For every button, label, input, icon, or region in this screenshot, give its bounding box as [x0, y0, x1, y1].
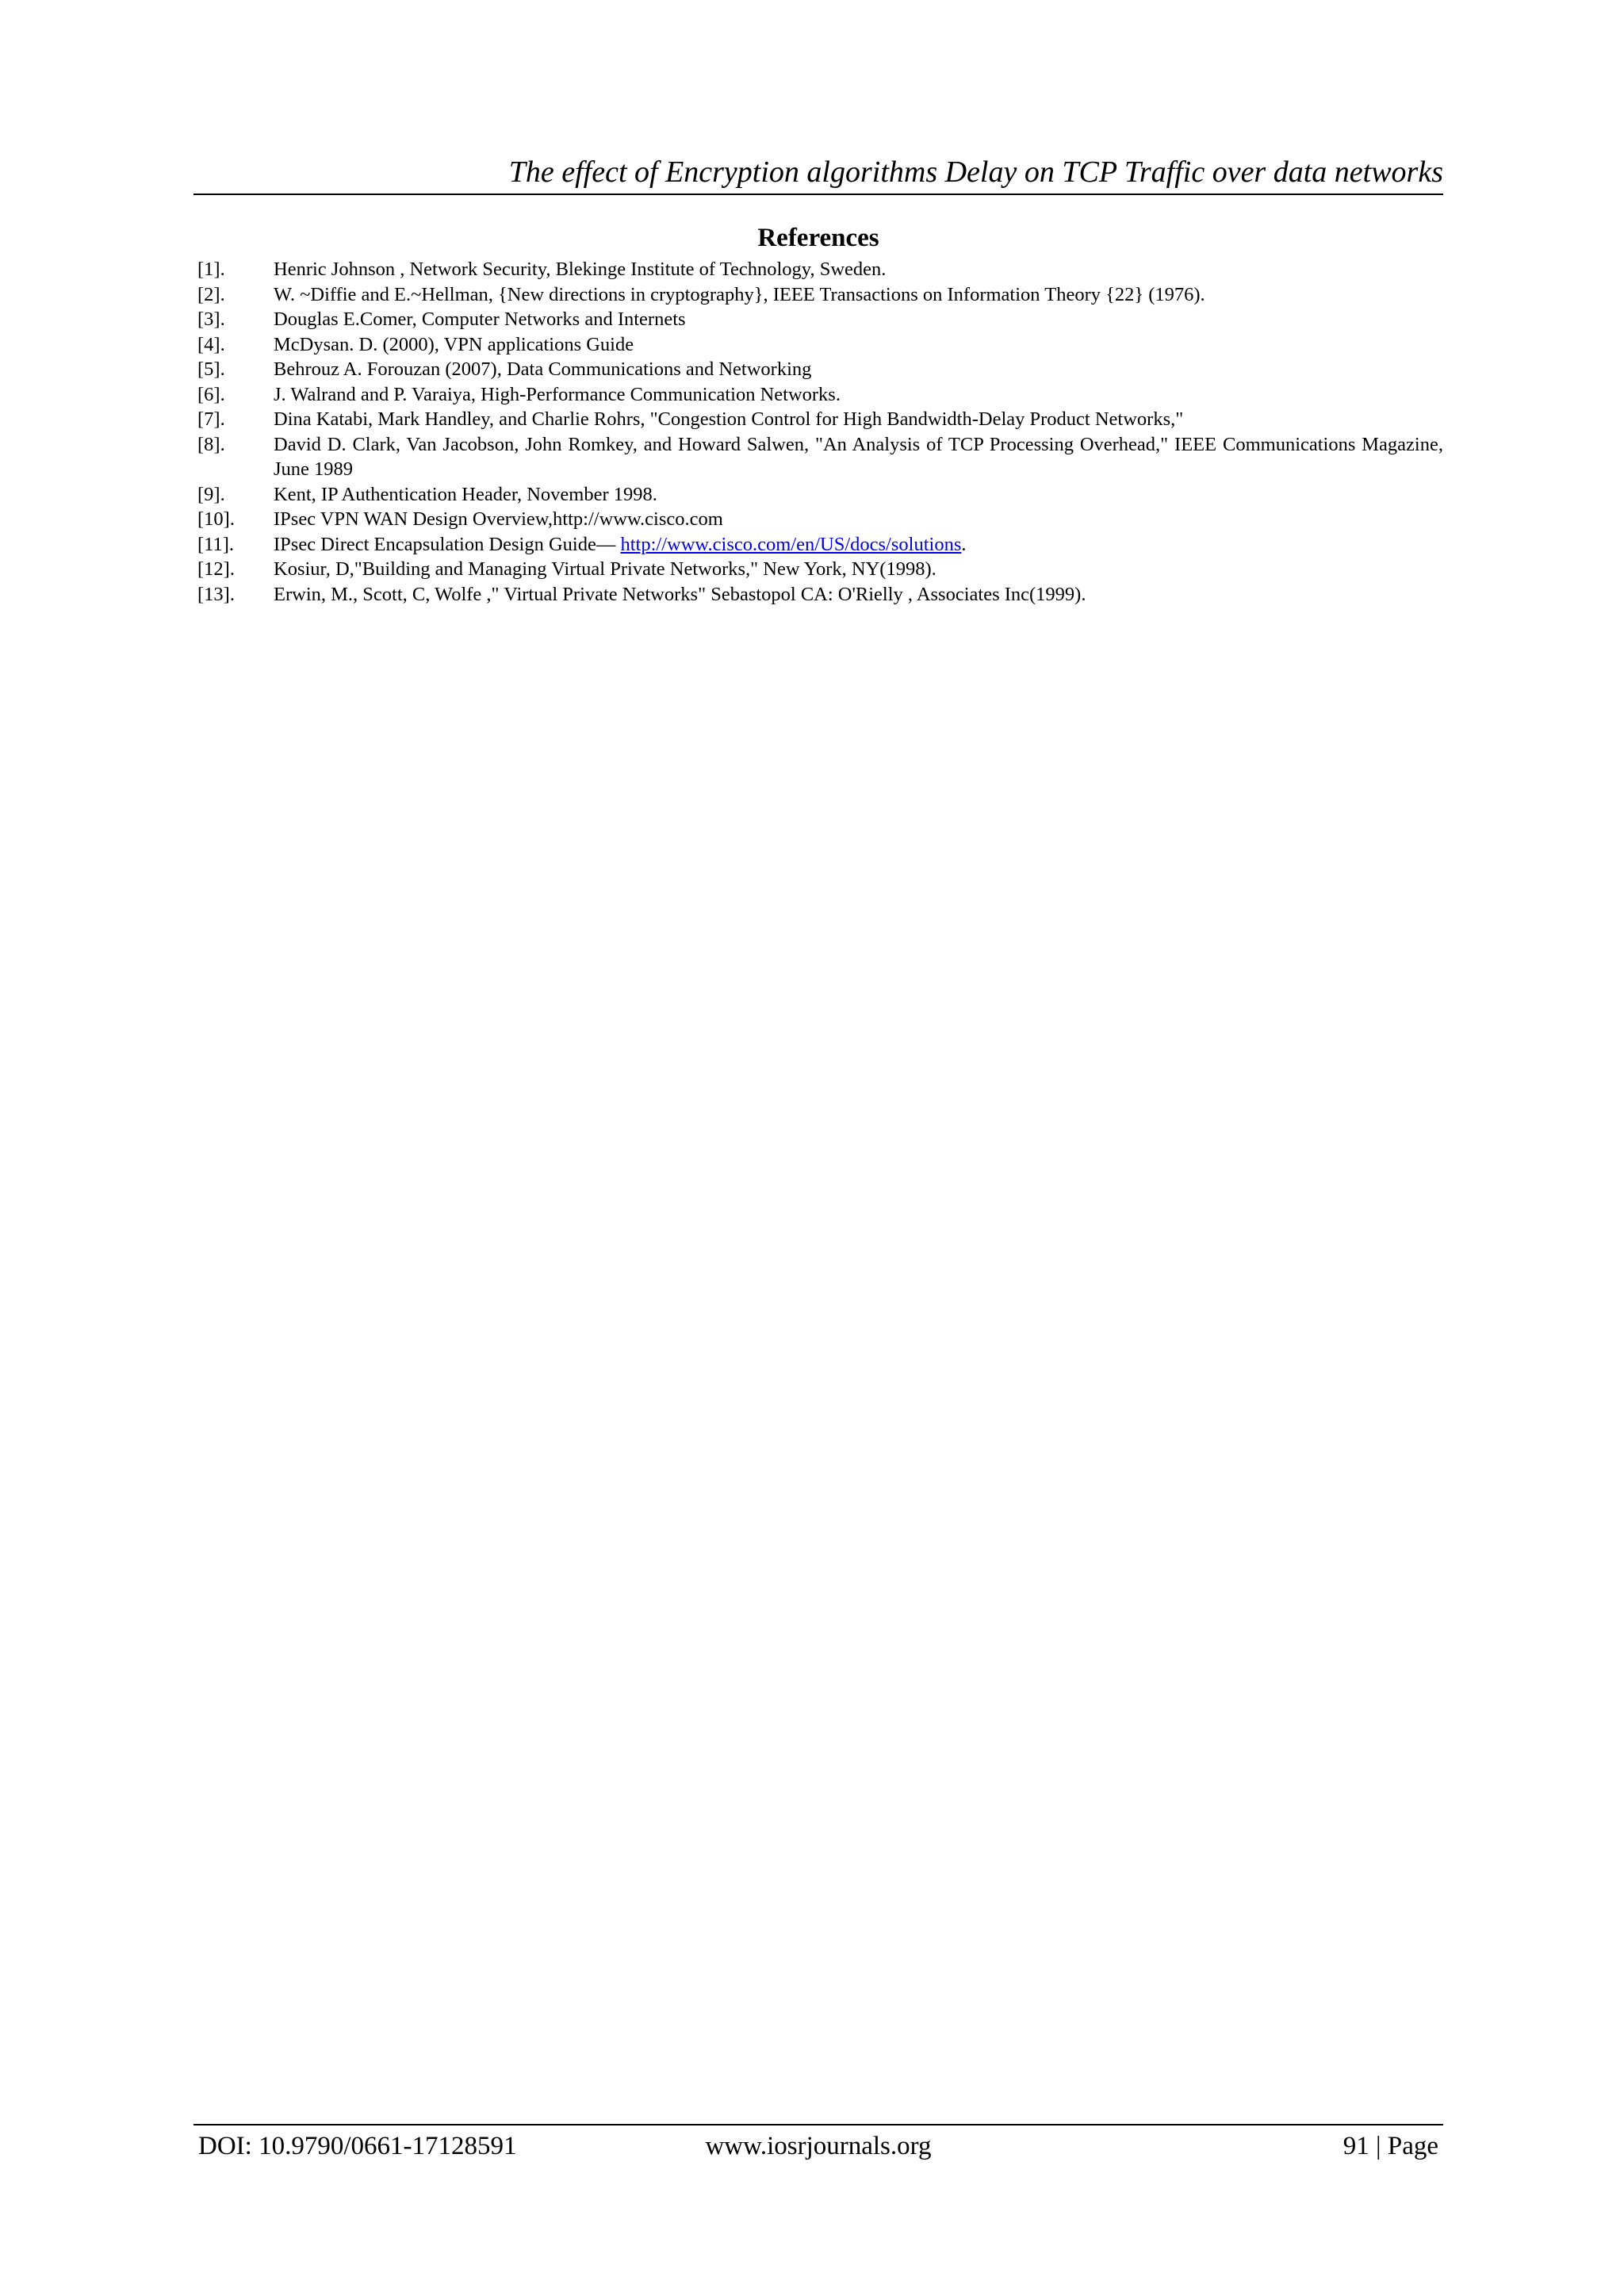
- reference-number: [2].: [197, 283, 225, 305]
- reference-text: W. ~Diffie and E.~Hellman, {New directions in cryptography}, IEEE Transactions on Information Theory {22} (1976).: [274, 283, 1205, 305]
- reference-number: [10].: [197, 508, 235, 530]
- reference-trailing-period: .: [961, 533, 967, 555]
- reference-text: IPsec Direct Encapsulation Design Guide—: [274, 533, 621, 555]
- reference-item-10: [197, 507, 1443, 532]
- reference-item-2: [197, 282, 1443, 308]
- reference-item-5: [197, 357, 1443, 382]
- reference-number: [4].: [197, 333, 225, 355]
- reference-item-3: [197, 307, 1443, 332]
- reference-item-9: [197, 482, 1443, 508]
- header-divider: [193, 194, 1443, 195]
- running-header-title: The effect of Encryption algorithms Delay on TCP Traffic over data networks: [508, 155, 1443, 189]
- references-heading: References: [757, 224, 879, 252]
- reference-item-8: [197, 432, 1443, 482]
- reference-url-link[interactable]: http://www.cisco.com/en/US/docs/solutions: [620, 533, 962, 555]
- reference-number: [3].: [197, 309, 225, 330]
- footer-page-number: 91 | Page: [1342, 2132, 1438, 2160]
- reference-text: McDysan. D. (2000), VPN applications Guide: [274, 333, 634, 355]
- reference-number: [7].: [197, 408, 225, 430]
- footer-website: www.iosrjournals.org: [705, 2132, 932, 2160]
- reference-text: Behrouz A. Forouzan (2007), Data Communications and Networking: [274, 358, 812, 380]
- reference-item-1: [197, 257, 1443, 282]
- reference-number: [12].: [197, 558, 235, 580]
- reference-list: [197, 257, 1443, 607]
- reference-text: David D. Clark, Van Jacobson, John Romkey, and Howard Salwen, "An Analysis of TCP Processing Overhead," IEEE Communications Magazine, June 1989: [274, 433, 1443, 480]
- reference-text: Kosiur, D,"Building and Managing Virtual Private Networks," New York, NY(1998).: [274, 558, 936, 580]
- reference-text: Douglas E.Comer, Computer Networks and Internets: [274, 309, 686, 330]
- reference-number: [9].: [197, 483, 225, 505]
- footer-doi: DOI: 10.9790/0661-17128591: [198, 2132, 517, 2160]
- reference-number: [1].: [197, 259, 225, 280]
- footer-divider: [193, 2124, 1443, 2125]
- reference-number: [13].: [197, 583, 235, 605]
- reference-text: J. Walrand and P. Varaiya, High-Performance Communication Networks.: [274, 383, 841, 405]
- reference-item-11: [197, 532, 1443, 558]
- reference-number: [11].: [197, 533, 235, 555]
- reference-text-wrap: [274, 532, 1443, 558]
- reference-text: Erwin, M., Scott, C, Wolfe ," Virtual Private Networks" Sebastopol CA: O'Rielly , Associates Inc(1999).: [274, 583, 1086, 605]
- reference-item-4: [197, 332, 1443, 358]
- reference-number: [5].: [197, 358, 225, 380]
- page-footer: [193, 2129, 1443, 2164]
- reference-item-7: [197, 407, 1443, 432]
- reference-item-13: [197, 582, 1443, 608]
- reference-number: [6].: [197, 383, 225, 405]
- reference-text: Henric Johnson , Network Security, Blekinge Institute of Technology, Sweden.: [274, 259, 887, 280]
- reference-item-12: [197, 557, 1443, 582]
- reference-text: IPsec VPN WAN Design Overview,http://www.cisco.com: [274, 508, 723, 530]
- reference-number: [8].: [197, 433, 225, 455]
- reference-item-6: [197, 382, 1443, 408]
- reference-text: Kent, IP Authentication Header, November 1998.: [274, 483, 657, 505]
- reference-text: Dina Katabi, Mark Handley, and Charlie Rohrs, "Congestion Control for High Bandwidth-Delay Product Networks,": [274, 408, 1184, 430]
